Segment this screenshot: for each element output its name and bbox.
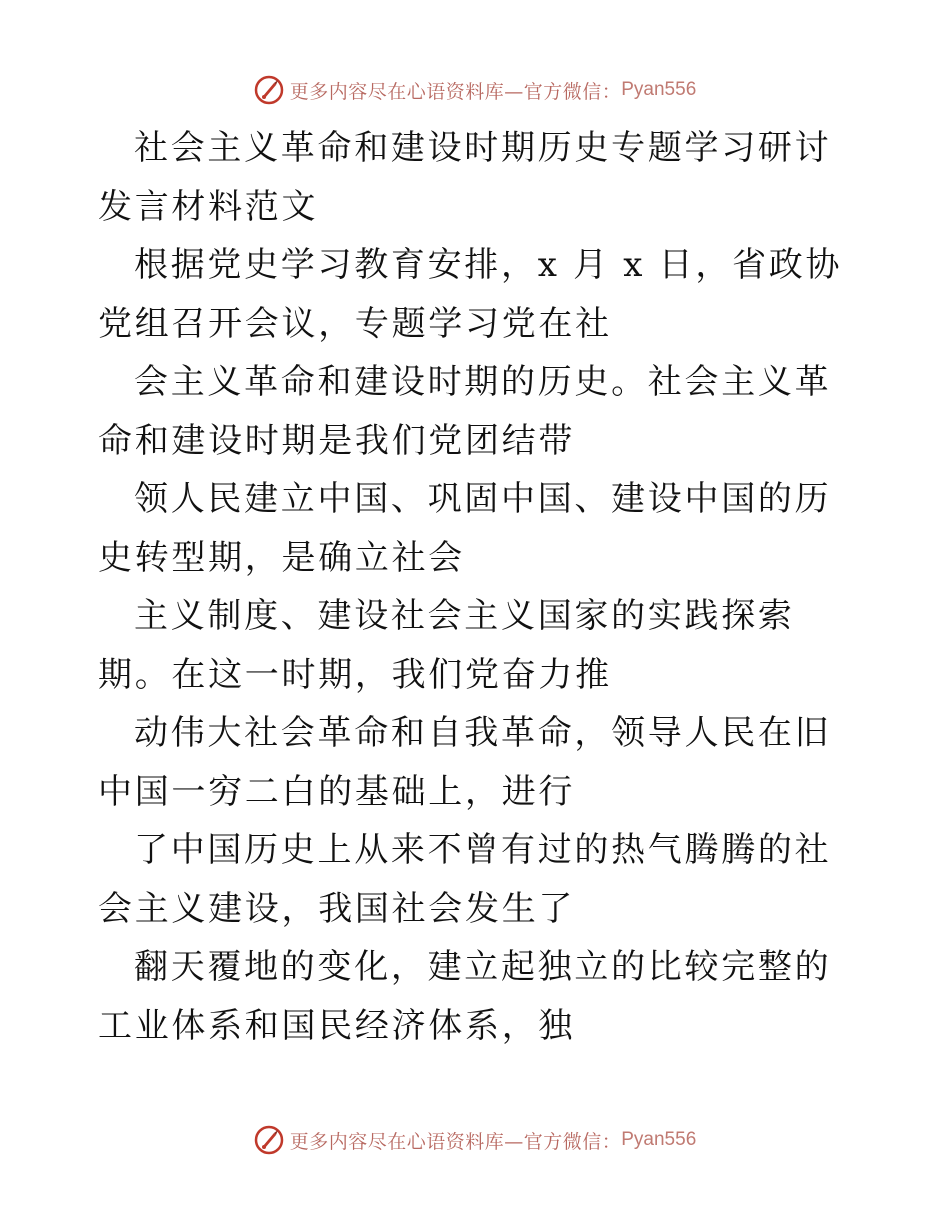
paragraph: 会主义革命和建设时期的历史。社会主义革命和建设时期是我们党团结带 bbox=[98, 362, 832, 461]
paragraph: 主义制度、建设社会主义国家的实践探索期。在这一时期，我们党奋力推 bbox=[98, 596, 795, 695]
document-body bbox=[98, 119, 858, 1055]
footer-banner-text: 更多内容尽在心语资料库—官方微信： bbox=[289, 1130, 622, 1153]
quill-logo-icon bbox=[254, 75, 284, 105]
quill-logo-icon bbox=[254, 1125, 284, 1155]
header-banner-text: 更多内容尽在心语资料库—官方微信： bbox=[289, 80, 622, 103]
paragraph: 动伟大社会革命和自我革命，领导人民在旧中国一穷二白的基础上，进行 bbox=[98, 713, 832, 812]
paragraph: 翻天覆地的变化，建立起独立的比较完整的工业体系和国民经济体系，独 bbox=[98, 947, 832, 1046]
paragraph: 根据党史学习教育安排，x 月 x 日，省政协党组召开会议，专题学习党在社 bbox=[98, 245, 843, 344]
document-title: 社会主义革命和建设时期历史专题学习研讨发言材料范文 bbox=[98, 128, 832, 227]
header-banner bbox=[0, 70, 950, 110]
footer-banner-contact: Pyan556 bbox=[621, 1129, 697, 1150]
paragraph: 领人民建立中国、巩固中国、建设中国的历史转型期，是确立社会 bbox=[98, 479, 832, 578]
footer-banner bbox=[0, 1120, 950, 1160]
header-banner-contact: Pyan556 bbox=[621, 79, 697, 100]
paragraph: 了中国历史上从来不曾有过的热气腾腾的社会主义建设，我国社会发生了 bbox=[98, 830, 832, 929]
